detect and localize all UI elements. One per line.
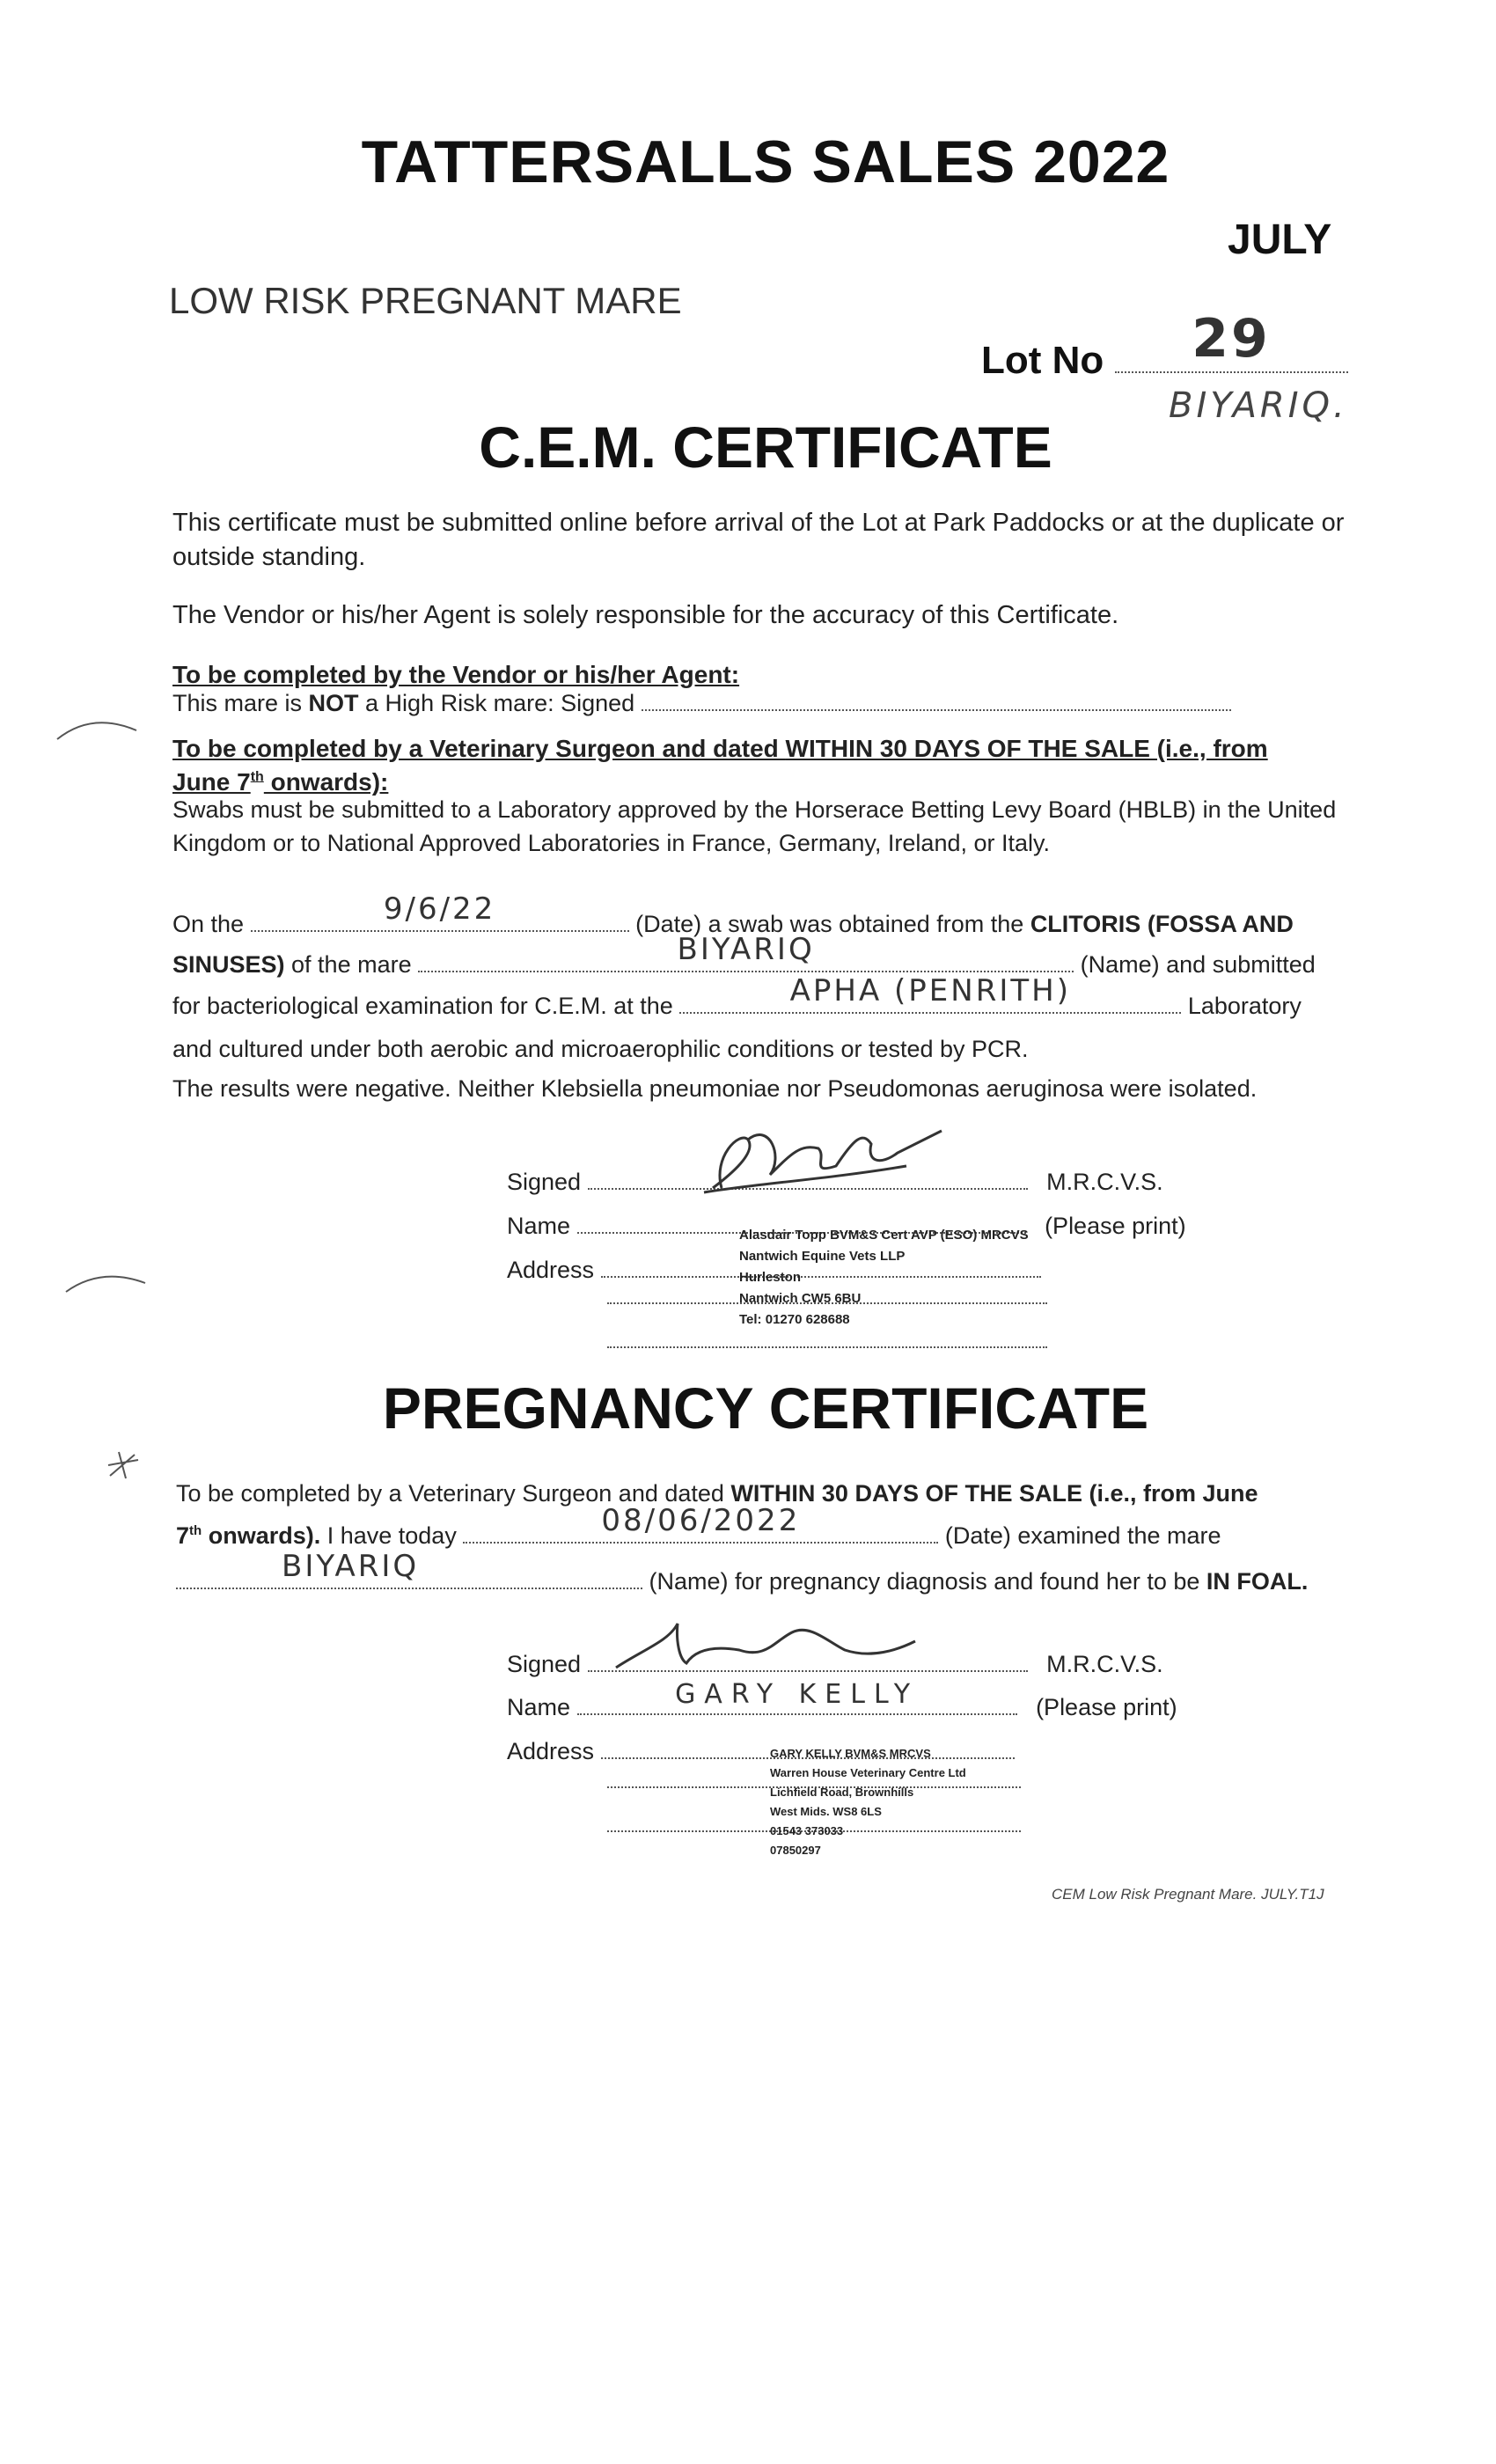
preg-signed-label: Signed <box>507 1651 582 1677</box>
preg-line3-text: (Name) for pregnancy diagnosis and found her to be <box>649 1568 1206 1595</box>
preg-name-label: Name <box>507 1694 571 1720</box>
cem-certificate-title: C.E.M. CERTIFICATE <box>479 414 1052 480</box>
swab-date-handwritten: 9/6/22 <box>383 891 496 927</box>
preg-line-3 <box>176 1549 1309 1595</box>
preg-line-2 <box>176 1503 1221 1550</box>
pregnancy-certificate-title: PREGNANCY CERTIFICATE <box>382 1375 1149 1441</box>
name-submitted-label: (Name) and submitted <box>1080 951 1316 978</box>
preg-line2-examined: (Date) examined the mare <box>944 1522 1221 1549</box>
mare-name-handwritten: BIYARIQ <box>677 932 815 967</box>
preg-stamp-line: 07850297 <box>770 1844 821 1858</box>
vet-heading-text-d: onwards): <box>263 767 389 796</box>
for-bact-label: for bacteriological examination for C.E.M. at the <box>172 993 673 1019</box>
vet-heading-sup: th <box>250 769 264 785</box>
sale-month: JULY <box>1228 216 1332 263</box>
vet-heading-text-b: WITHIN 30 DAYS OF THE SALE (i.e., from <box>785 735 1268 762</box>
lot-number-line <box>1115 308 1348 373</box>
preg-line2-onwards: onwards). <box>202 1522 321 1549</box>
cem-vet-stamp <box>739 1225 1029 1331</box>
results-text: The results were negative. Neither Klebsiella pneumoniae nor Pseudomonas aeruginosa were isolated. <box>172 1075 1258 1102</box>
preg-stamp-line: GARY KELLY BVM&S MRCVS <box>770 1747 931 1760</box>
preg-vet-stamp <box>770 1744 966 1861</box>
preg-line2-today: I have today <box>320 1522 457 1549</box>
lot-horse-name-handwritten: BIYARIQ. <box>1169 385 1348 426</box>
preg-line2-sup: th <box>189 1523 202 1538</box>
preg-stamp-line: West Mids. WS8 6LS <box>770 1805 882 1819</box>
swabs-text: Swabs must be submitted to a Laboratory approved by the Horserace Betting Levy Board (HBLB) in the United Kingdom or to National Approved Laboratories in France, Germany, Ireland, or Italy. <box>172 796 1337 856</box>
preg-date-field <box>463 1503 938 1544</box>
margin-mark-1 <box>53 713 141 748</box>
cem-mrcvs-label: M.R.C.V.S. <box>1046 1169 1163 1195</box>
date-text: (Date) a swab was obtained from the <box>635 911 1030 937</box>
preg-name-handwritten: GARY KELLY <box>675 1679 920 1710</box>
vendor-line-text-a: This mare is <box>172 690 309 716</box>
laboratory-line <box>172 973 1302 1020</box>
preg-name-field <box>577 1679 1017 1715</box>
cem-address-label: Address <box>507 1257 595 1283</box>
preg-mrcvs-label: M.R.C.V.S. <box>1046 1651 1163 1677</box>
vendor-heading-text: To be completed by the Vendor or his/her Agent: <box>172 661 740 688</box>
cem-stamp-line: Nantwich CW5 6BU <box>739 1291 862 1306</box>
preg-mare-field <box>176 1549 642 1589</box>
sinuses-bold: SINUSES) <box>172 951 285 978</box>
mare-name-field <box>418 932 1074 972</box>
of-the-mare-label: of the mare <box>284 951 412 978</box>
preg-mare-handwritten: BIYARIQ <box>282 1549 420 1584</box>
cem-intro-text: This certificate must be submitted online before arrival of the Lot at Park Paddocks or at the duplicate or outside standing. <box>172 509 1345 572</box>
cultured-text: and cultured under both aerobic and microaerophilic conditions or tested by PCR. <box>172 1036 1029 1062</box>
vendor-declaration-line <box>172 690 1231 717</box>
on-the-label: On the <box>172 911 245 937</box>
lot-number-field <box>981 308 1348 383</box>
lot-number-handwritten: 29 <box>1192 308 1271 370</box>
preg-line2-7: 7 <box>176 1522 190 1549</box>
preg-date-handwritten: 08/06/2022 <box>601 1503 801 1538</box>
laboratory-label: Laboratory <box>1187 993 1302 1019</box>
laboratory-handwritten: APHA (PENRITH) <box>789 973 1071 1008</box>
lot-label: Lot No <box>981 339 1104 382</box>
responsibility-text: The Vendor or his/her Agent is solely responsible for the accuracy of this Certificate. <box>172 601 1119 629</box>
cem-address-line-3 <box>607 1346 1047 1348</box>
document-title: TATTERSALLS SALES 2022 <box>361 128 1170 195</box>
cem-stamp-line: Nantwich Equine Vets LLP <box>739 1249 906 1264</box>
preg-name-row <box>507 1679 1177 1721</box>
asterisk-mark <box>101 1448 145 1483</box>
vendor-signature-line <box>642 709 1231 711</box>
risk-category: LOW RISK PREGNANT MARE <box>169 280 682 321</box>
preg-address-label: Address <box>507 1738 595 1764</box>
preg-line1-bold: WITHIN 30 DAYS OF THE SALE (i.e., from June <box>730 1480 1258 1507</box>
vet-heading-text-c: June 7 <box>172 767 251 796</box>
cem-please-print: (Please print) <box>1045 1213 1186 1239</box>
preg-stamp-line: Lichfield Road, Brownhills <box>770 1786 914 1800</box>
vet-heading <box>172 732 1378 799</box>
form-reference-code: CEM Low Risk Pregnant Mare. JULY.T1J <box>1052 1886 1324 1903</box>
cem-vet-signature <box>686 1104 950 1201</box>
in-foal-bold: IN FOAL. <box>1206 1568 1309 1595</box>
preg-please-print: (Please print) <box>1036 1694 1177 1720</box>
margin-mark-2 <box>62 1267 150 1302</box>
cem-stamp-line: Tel: 01270 628688 <box>739 1312 850 1327</box>
preg-vet-signature <box>607 1615 924 1685</box>
cem-stamp-line: Alasdair Topp BVM&S Cert AVP (ESO) MRCVS <box>739 1228 1029 1243</box>
cem-signed-label: Signed <box>507 1169 582 1195</box>
preg-stamp-line: 01543 373033 <box>770 1824 844 1838</box>
cem-name-label: Name <box>507 1213 571 1239</box>
clitoris-bold: CLITORIS (FOSSA AND <box>1030 911 1294 937</box>
preg-stamp-line: Warren House Veterinary Centre Ltd <box>770 1766 966 1780</box>
vet-heading-text-a: To be completed by a Veterinary Surgeon and dated <box>172 735 786 762</box>
vendor-line-not: NOT <box>308 690 359 716</box>
laboratory-field <box>679 973 1181 1014</box>
preg-line1-text: To be completed by a Veterinary Surgeon and dated <box>176 1480 731 1507</box>
vendor-heading <box>172 658 1378 692</box>
cem-stamp-line: Hurleston <box>739 1270 802 1285</box>
vendor-line-text-b: a High Risk mare: Signed <box>358 690 635 716</box>
